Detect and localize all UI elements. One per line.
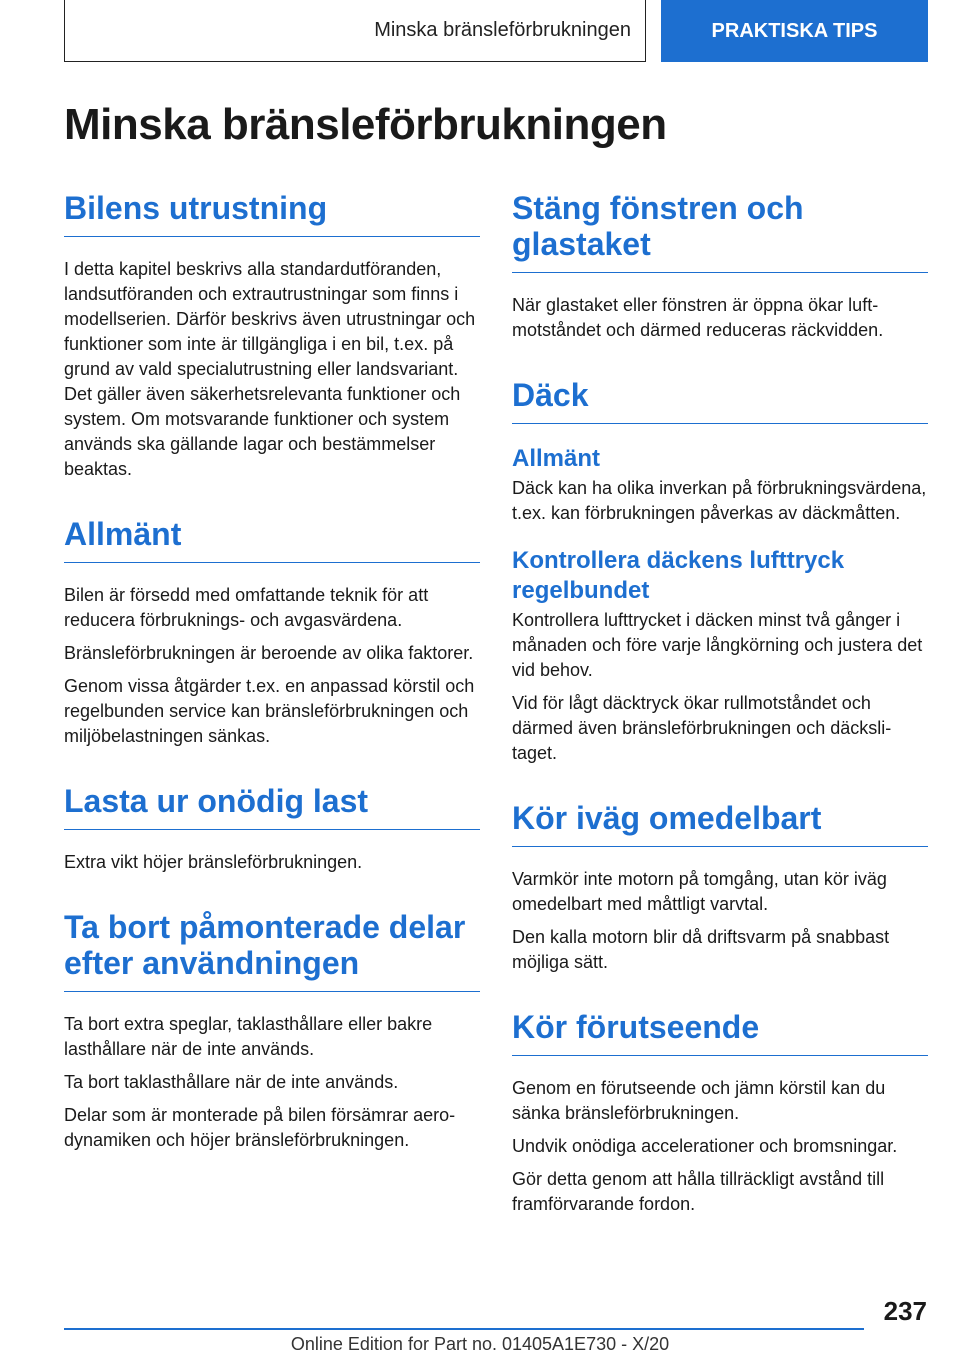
page-number: 237 — [883, 1296, 927, 1326]
paragraph: Gör detta genom att hålla tillräckligt avstånd till framförvarande fordon. — [512, 1169, 885, 1214]
paragraph: I detta kapitel beskrivs alla standardutföranden, landsutföranden och extrautrustningar som finns i modellserien. Därför beskrivs även utrustningar och funktioner som inte är tillgängliga i en bil, t.ex. på grund av vald specialutrustning eller landsvariant. Det gäller även säkerhetsrelevanta funktioner och system. Om motsvarande funktioner och system används ska gällande lagar och bestämmelser beaktas. — [64, 259, 476, 479]
paragraph: Delar som är monterade på bilen försämrar aerodynamiken och höjer bränsleförbrukningen. — [64, 1105, 456, 1150]
left-column — [64, 190, 480, 1153]
section-heading-kor-forutseende: Kör förutseende — [512, 1009, 928, 1056]
section-heading-allmant: Allmänt — [64, 516, 480, 563]
paragraph: Kontrollera lufttrycket i däcken minst två gånger i månaden och före varje långkörning och justera det vid behov. — [512, 610, 923, 680]
paragraph: Ta bort extra speglar, taklasthållare eller bakre lasthållare när de inte används. — [64, 1014, 433, 1059]
subheading-allmant: Allmänt — [512, 445, 601, 472]
paragraph: Vid för lågt däcktryck ökar rullmotståndet och därmed även bränsleförbrukningen och däckslitaget. — [512, 693, 892, 763]
subheading-kontrollera-lufttryck: Kontrollera däckens lufttryck regelbundet — [512, 547, 845, 604]
section-heading-bilens-utrustning: Bilens utrustning — [64, 190, 480, 237]
right-column — [512, 190, 928, 1217]
paragraph: Genom vissa åtgärder t.ex. en anpassad körstil och regelbunden service kan bränsleförbrukningen och miljöbelastningen sänkas. — [64, 676, 475, 746]
section-heading-ta-bort-delar: Ta bort påmonterade delar efter användningen — [64, 909, 480, 992]
section-heading-dack: Däck — [512, 377, 928, 424]
paragraph: Bränsleförbrukningen är beroende av olika faktorer. — [64, 643, 474, 663]
page-title: Minska bränsleförbrukningen — [64, 100, 667, 149]
paragraph: Genom en förutseende och jämn körstil kan du sänka bränsleförbrukningen. — [512, 1078, 886, 1123]
paragraph: Undvik onödiga accelerationer och bromsningar. — [512, 1136, 898, 1156]
paragraph: Däck kan ha olika inverkan på förbrukningsvärdena, t.ex. kan förbrukningen påverkas av däckmåtten. — [512, 478, 927, 523]
section-heading-lasta-ur: Lasta ur onödig last — [64, 783, 480, 830]
paragraph: Extra vikt höjer bränsleförbrukningen. — [64, 852, 363, 872]
footer-divider — [64, 1328, 864, 1330]
footer-edition-text: Online Edition for Part no. 01405A1E730 - X/20 — [290, 1334, 670, 1354]
page-header — [64, 0, 928, 65]
paragraph: Den kalla motorn blir då driftsvarm på snabbast möjliga sätt. — [512, 927, 890, 972]
paragraph: När glastaket eller fönstren är öppna ökar luftmotståndet och därmed reduceras räckvidden. — [512, 295, 884, 340]
paragraph: Varmkör inte motorn på tomgång, utan kör iväg omedelbart med måttligt varvtal. — [512, 869, 887, 914]
section-heading-kor-ivag: Kör iväg omedelbart — [512, 800, 928, 847]
paragraph: Ta bort taklasthållare när de inte används. — [64, 1072, 399, 1092]
header-section-title: Minska bränsleförbrukningen — [64, 0, 646, 62]
section-heading-stang-fonstren: Stäng fönstren och glastaket — [512, 190, 928, 273]
paragraph: Bilen är försedd med omfattande teknik för att reducera förbruknings- och avgasvärdena. — [64, 585, 429, 630]
header-chapter-tab: PRAKTISKA TIPS — [661, 0, 928, 62]
